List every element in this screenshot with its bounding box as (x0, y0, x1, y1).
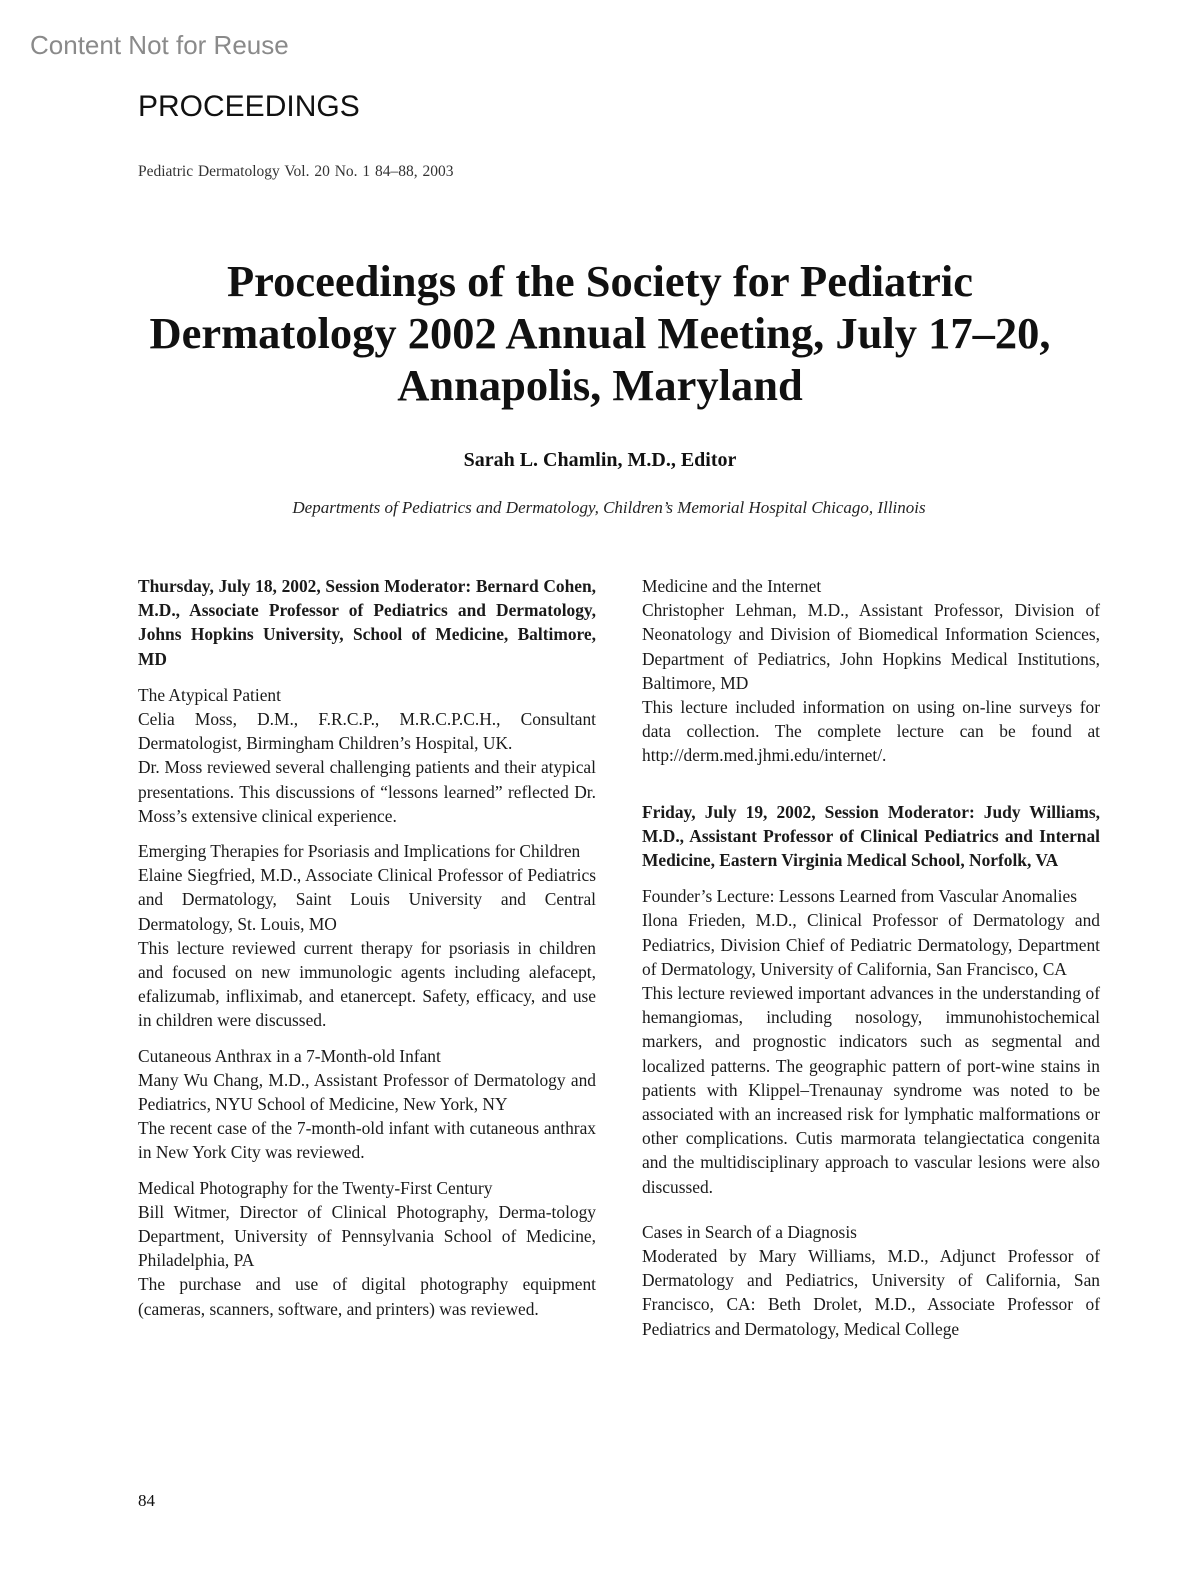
affiliation: Departments of Pediatrics and Dermatology, Children’s Memorial Hospital Chicago, Illinois (292, 498, 926, 517)
article-title (100, 255, 1100, 411)
lecture-authors: Celia Moss, D.M., F.R.C.P., M.R.C.P.C.H., Consultant Dermatologist, Birmingham Children’s Hospital, UK. (138, 709, 596, 754)
lecture-description: Dr. Moss reviewed several challenging patients and their atypical presentations. This discussions of “lessons learned” reflected Dr. Moss’s extensive clinical experience. (138, 757, 596, 826)
lecture-description: This lecture included information on using on-line surveys for data collection. The complete lecture can be found at http://derm.med.jhmi.edu/internet/. (642, 697, 1100, 766)
lecture-title: Cutaneous Anthrax in a 7-Month-old Infant (138, 1045, 441, 1066)
lecture-entry (642, 884, 1100, 1199)
page-number: 84 (138, 1491, 155, 1510)
lecture-description: This lecture reviewed important advances in the understanding of hemangiomas, including nosology, immunohistochemical markers, and prognostic indicators such as segmental and localized patterns. The geographic pattern of port-wine stains in patients with Klippel–Trenaunay syndrome was noted to be associated with an increased risk for lymphatic malformations or other complications. Cutis marmorata telangiectatica congenita and the multidisciplinary approach to vascular lesions were also discussed. (642, 983, 1100, 1197)
lecture-title: The Atypical Patient (138, 684, 281, 705)
journal-citation: Pediatric Dermatology Vol. 20 No. 1 84–88, 2003 (138, 163, 454, 180)
title-line: Annapolis, Maryland (397, 360, 803, 410)
watermark: Content Not for Reuse (30, 30, 289, 60)
lecture-authors: Many Wu Chang, M.D., Assistant Professor of Dermatology and Pediatrics, NYU School of Medicine, New York, NY (138, 1069, 596, 1115)
lecture-description: The purchase and use of digital photography equipment (cameras, scanners, software, and printers) was reviewed. (138, 1274, 596, 1319)
left-column (138, 574, 596, 1332)
lecture-description: The recent case of the 7-month-old infant with cutaneous anthrax in New York City was reviewed. (138, 1118, 596, 1163)
right-column (642, 574, 1100, 1352)
lecture-authors: Bill Witmer, Director of Clinical Photography, Derma-tology Department, University of Pennsylvania School of Medicine, Philadelphia, PA (138, 1201, 596, 1271)
lecture-title: Medical Photography for the Twenty-First Century (138, 1177, 493, 1198)
lecture-entry (138, 683, 596, 828)
lecture-entry (642, 1220, 1100, 1341)
lecture-title: Founder’s Lecture: Lessons Learned from Vascular Anomalies (642, 886, 1077, 907)
lecture-entry (138, 1176, 596, 1321)
section-label: PROCEEDINGS (138, 90, 360, 123)
lecture-authors: Christopher Lehman, M.D., Assistant Professor, Division of Neonatology and Division of Biomedical Information Sciences, Department of Pediatrics, John Hopkins Medical Institutions, Baltimore, MD (642, 600, 1100, 693)
lecture-authors: Moderated by Mary Williams, M.D., Adjunct Professor of Dermatology and Pediatrics, University of California, San Francisco, CA: Beth Drolet, M.D., Associate Professor of Pediatrics and Dermatology, Medical College (642, 1246, 1100, 1339)
session-header: Friday, July 19, 2002, Session Moderator: Judy Williams, M.D., Assistant Professor of Clinical Pediatrics and Internal Medicine, Eastern Virginia Medical School, Norfolk, VA (642, 801, 1100, 871)
title-line: Proceedings of the Society for Pediatric (226, 256, 973, 306)
title-line: Dermatology 2002 Annual Meeting, July 17–20, (149, 308, 1051, 358)
lecture-entry (642, 574, 1100, 768)
lecture-entry (138, 839, 596, 1033)
lecture-title: Medicine and the Internet (642, 576, 822, 596)
lecture-authors: Ilona Frieden, M.D., Clinical Professor of Dermatology and Pediatrics, Division Chief of Pediatric Dermatology, Department of Dermatology, University of California, San Francisco, CA (642, 910, 1100, 979)
lecture-description: This lecture reviewed current therapy for psoriasis in children and focused on new immunologic agents including alefacept, efalizumab, infliximab, and etanercept. Safety, efficacy, and use in children were discussed. (138, 937, 596, 1031)
lecture-title: Cases in Search of a Diagnosis (642, 1221, 857, 1242)
editor-byline: Sarah L. Chamlin, M.D., Editor (463, 449, 737, 471)
session-header: Thursday, July 18, 2002, Session Moderator: Bernard Cohen, M.D., Associate Professor of Pediatrics and Dermatology, Johns Hopkins University, School of Medicine, Baltimore, MD (138, 576, 596, 669)
lecture-title: Emerging Therapies for Psoriasis and Implications for Children (138, 841, 581, 862)
lecture-entry (138, 1044, 596, 1165)
lecture-authors: Elaine Siegfried, M.D., Associate Clinical Professor of Pediatrics and Dermatology, Saint Louis University and Central Dermatology, St. Louis, MO (138, 865, 596, 934)
